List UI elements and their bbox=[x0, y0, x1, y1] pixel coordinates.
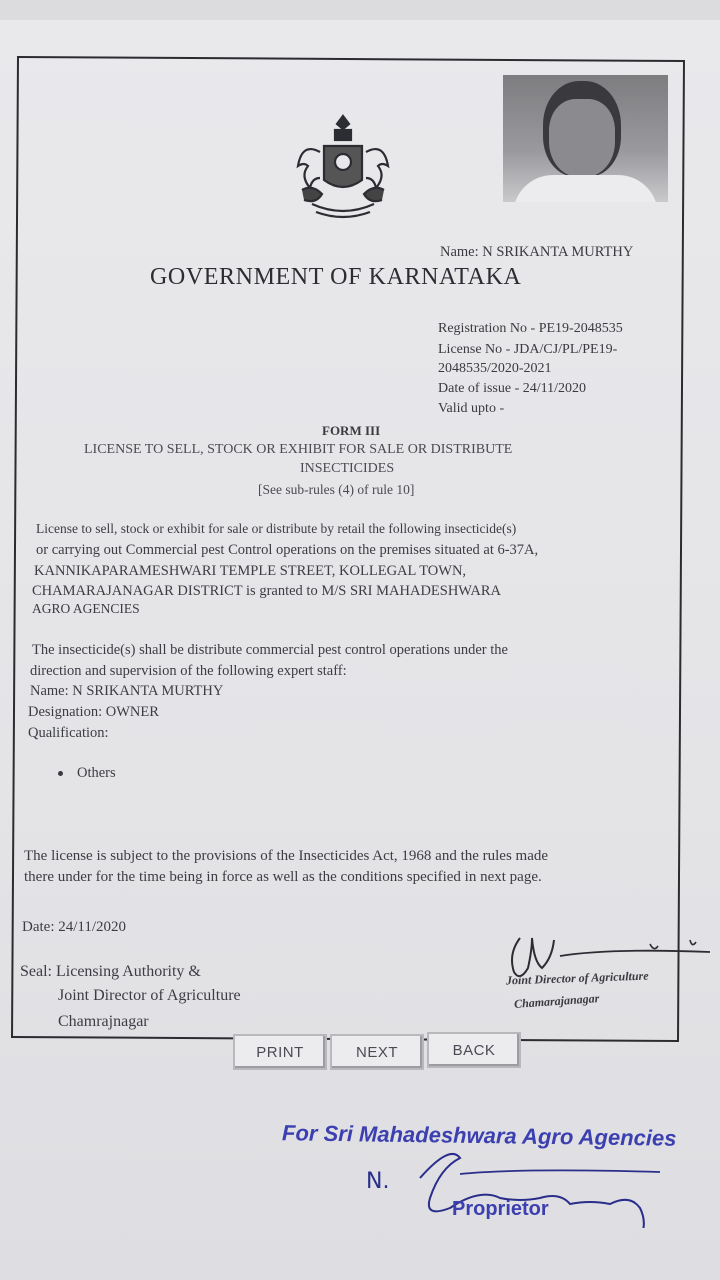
conditions-line-1: The license is subject to the provisions of the Insecticides Act, 1968 and the rules made bbox=[24, 848, 549, 864]
officer-stamp-line-1: Joint Director of Agriculture bbox=[505, 968, 649, 988]
license-text-line-4: CHAMARAJANAGAR DISTRICT is granted to M/S SRI MAHADESHWARA bbox=[32, 583, 501, 599]
officer-stamp-line-2: Chamarajanagar bbox=[513, 991, 600, 1011]
form-subrule: [See sub-rules (4) of rule 10] bbox=[258, 482, 415, 497]
license-text-line-5: AGRO AGENCIES bbox=[32, 601, 140, 616]
license-text-line-2: or carrying out Commercial pest Control operations on the premises situated at 6-37A, bbox=[36, 542, 539, 558]
license-text-line-1: License to sell, stock or exhibit for sale or distribute by retail the following insecticide(s) bbox=[36, 521, 517, 536]
license-number-line-1: License No - JDA/CJ/PL/PE19- bbox=[438, 342, 618, 357]
proprietor-stamp-firm: For Sri Mahadeshwara Agro Agencies bbox=[281, 1120, 677, 1151]
next-button[interactable]: NEXT bbox=[330, 1034, 424, 1070]
staff-designation: Designation: OWNER bbox=[28, 704, 159, 720]
license-number-line-2: 2048535/2020-2021 bbox=[438, 361, 552, 376]
page-title: GOVERNMENT OF KARNATAKA bbox=[150, 264, 522, 290]
conditions-line-2: there under for the time being in force as well as the conditions specified in next page. bbox=[24, 869, 542, 885]
back-button[interactable]: BACK bbox=[427, 1032, 521, 1068]
karnataka-emblem-icon bbox=[290, 112, 396, 222]
holder-photo bbox=[503, 75, 668, 202]
qualification-item-label: Others bbox=[77, 765, 116, 781]
svg-text:N.: N. bbox=[366, 1169, 390, 1194]
staff-intro-line-1: The insecticide(s) shall be distribute commercial pest control operations under the bbox=[32, 642, 508, 658]
seal-line-1: Seal: Licensing Authority & bbox=[20, 963, 201, 980]
seal-line-2: Joint Director of Agriculture bbox=[58, 987, 241, 1004]
print-button[interactable]: PRINT bbox=[233, 1034, 327, 1070]
license-text-line-3: KANNIKAPARAMESHWARI TEMPLE STREET, KOLLEGAL TOWN, bbox=[34, 563, 467, 579]
staff-qualification: Qualification: bbox=[28, 725, 109, 741]
staff-intro-line-2: direction and supervision of the following expert staff: bbox=[30, 663, 347, 679]
seal-line-3: Chamrajnagar bbox=[58, 1013, 149, 1030]
qualification-list-item bbox=[58, 763, 116, 784]
bullet-icon bbox=[58, 771, 63, 776]
proprietor-stamp-title: Proprietor bbox=[452, 1198, 549, 1220]
form-number: FORM III bbox=[322, 423, 381, 438]
issue-date: Date: 24/11/2020 bbox=[22, 919, 127, 935]
holder-name-caption: Name: N SRIKANTA MURTHY bbox=[440, 244, 634, 260]
date-of-issue: Date of issue - 24/11/2020 bbox=[438, 381, 587, 396]
staff-name: Name: N SRIKANTA MURTHY bbox=[30, 683, 224, 699]
valid-upto: Valid upto - bbox=[438, 401, 505, 416]
registration-number: Registration No - PE19-2048535 bbox=[438, 321, 623, 336]
form-heading-line-2: INSECTICIDES bbox=[300, 461, 395, 476]
form-heading-line-1: LICENSE TO SELL, STOCK OR EXHIBIT FOR SALE OR DISTRIBUTE bbox=[84, 442, 513, 457]
